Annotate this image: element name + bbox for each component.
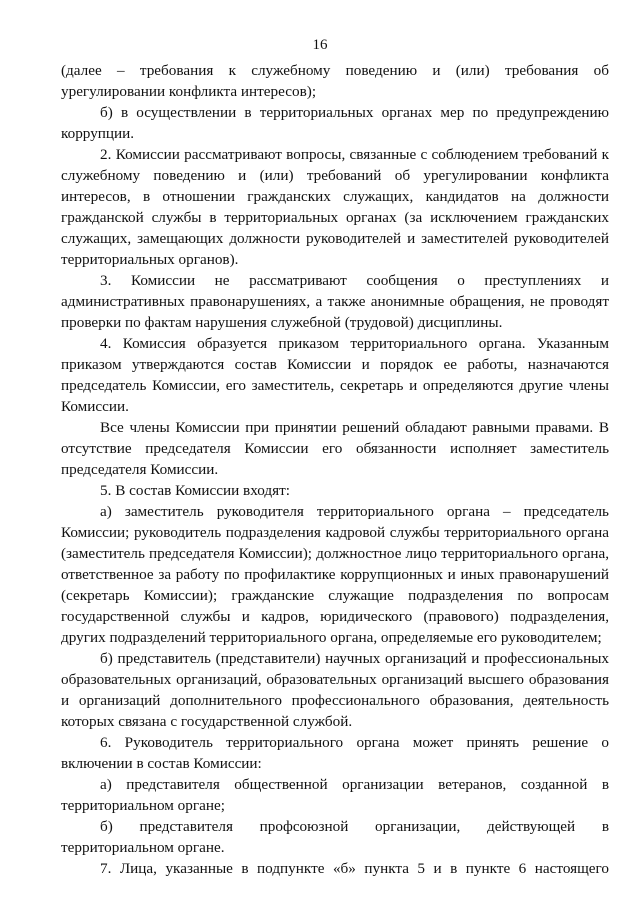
paragraph: а) заместитель руководителя территориального органа – председатель Комиссии; руководитель подразделения кадровой службы территориального органа (заместитель председателя Комиссии); должностное лицо территориального органа, ответственное за работу по профилактике коррупционных и иных правонарушений (секретарь Комиссии); гражданские служащие подразделения по вопросам государственной службы и кадров, юридического (правового) подразделения, других подразделений территориального органа, определяемые его руководителем; — [61, 503, 609, 646]
page-number: 16 — [312, 37, 328, 53]
paragraph: 3. Комиссии не рассматривают сообщения о преступлениях и административных правонарушениях, а также анонимные обращения, не проводят проверки по фактам нарушения служебной (трудовой) дисциплины. — [61, 272, 609, 331]
paragraph: 4. Комиссия образуется приказом территориального органа. Указанным приказом утверждаются состав Комиссии и порядок ее работы, назначаются председатель Комиссии, его заместитель, секретарь и определяются другие члены Комиссии. — [61, 335, 609, 415]
paragraph: б) представитель (представители) научных организаций и профессиональных образовательных организаций, образовательных организаций высшего образования и организаций дополнительного профессионального образования, деятельность которых связана с государственной службой. — [61, 650, 609, 730]
paragraph: (далее – требования к служебному поведению и (или) требования об урегулировании конфликта интересов); — [61, 62, 609, 100]
paragraph: 5. В состав Комиссии входят: — [100, 482, 290, 499]
paragraph: Все члены Комиссии при принятии решений обладают равными правами. В отсутствие председателя Комиссии его обязанности исполняет заместитель председателя Комиссии. — [61, 419, 609, 478]
document-body — [61, 60, 609, 879]
paragraph: 7. Лица, указанные в подпункте «б» пункта 5 и в пункте 6 настоящего — [100, 860, 609, 877]
paragraph: а) представителя общественной организации ветеранов, созданной в территориальном органе; — [61, 776, 609, 814]
paragraph: б) в осуществлении в территориальных органах мер по предупреждению коррупции. — [61, 104, 609, 142]
paragraph: б) представителя профсоюзной организации, действующей в территориальном органе. — [61, 818, 609, 856]
paragraph: 2. Комиссии рассматривают вопросы, связанные с соблюдением требований к служебному поведению и (или) требований об урегулировании конфликта интересов, в отношении гражданских служащих, кандидатов на должности гражданской службы в территориальных органах (за исключением гражданских служащих, замещающих должности руководителей и заместителей руководителей территориальных органов). — [61, 146, 609, 268]
paragraph: 6. Руководитель территориального органа может принять решение о включении в состав Комиссии: — [61, 734, 609, 772]
